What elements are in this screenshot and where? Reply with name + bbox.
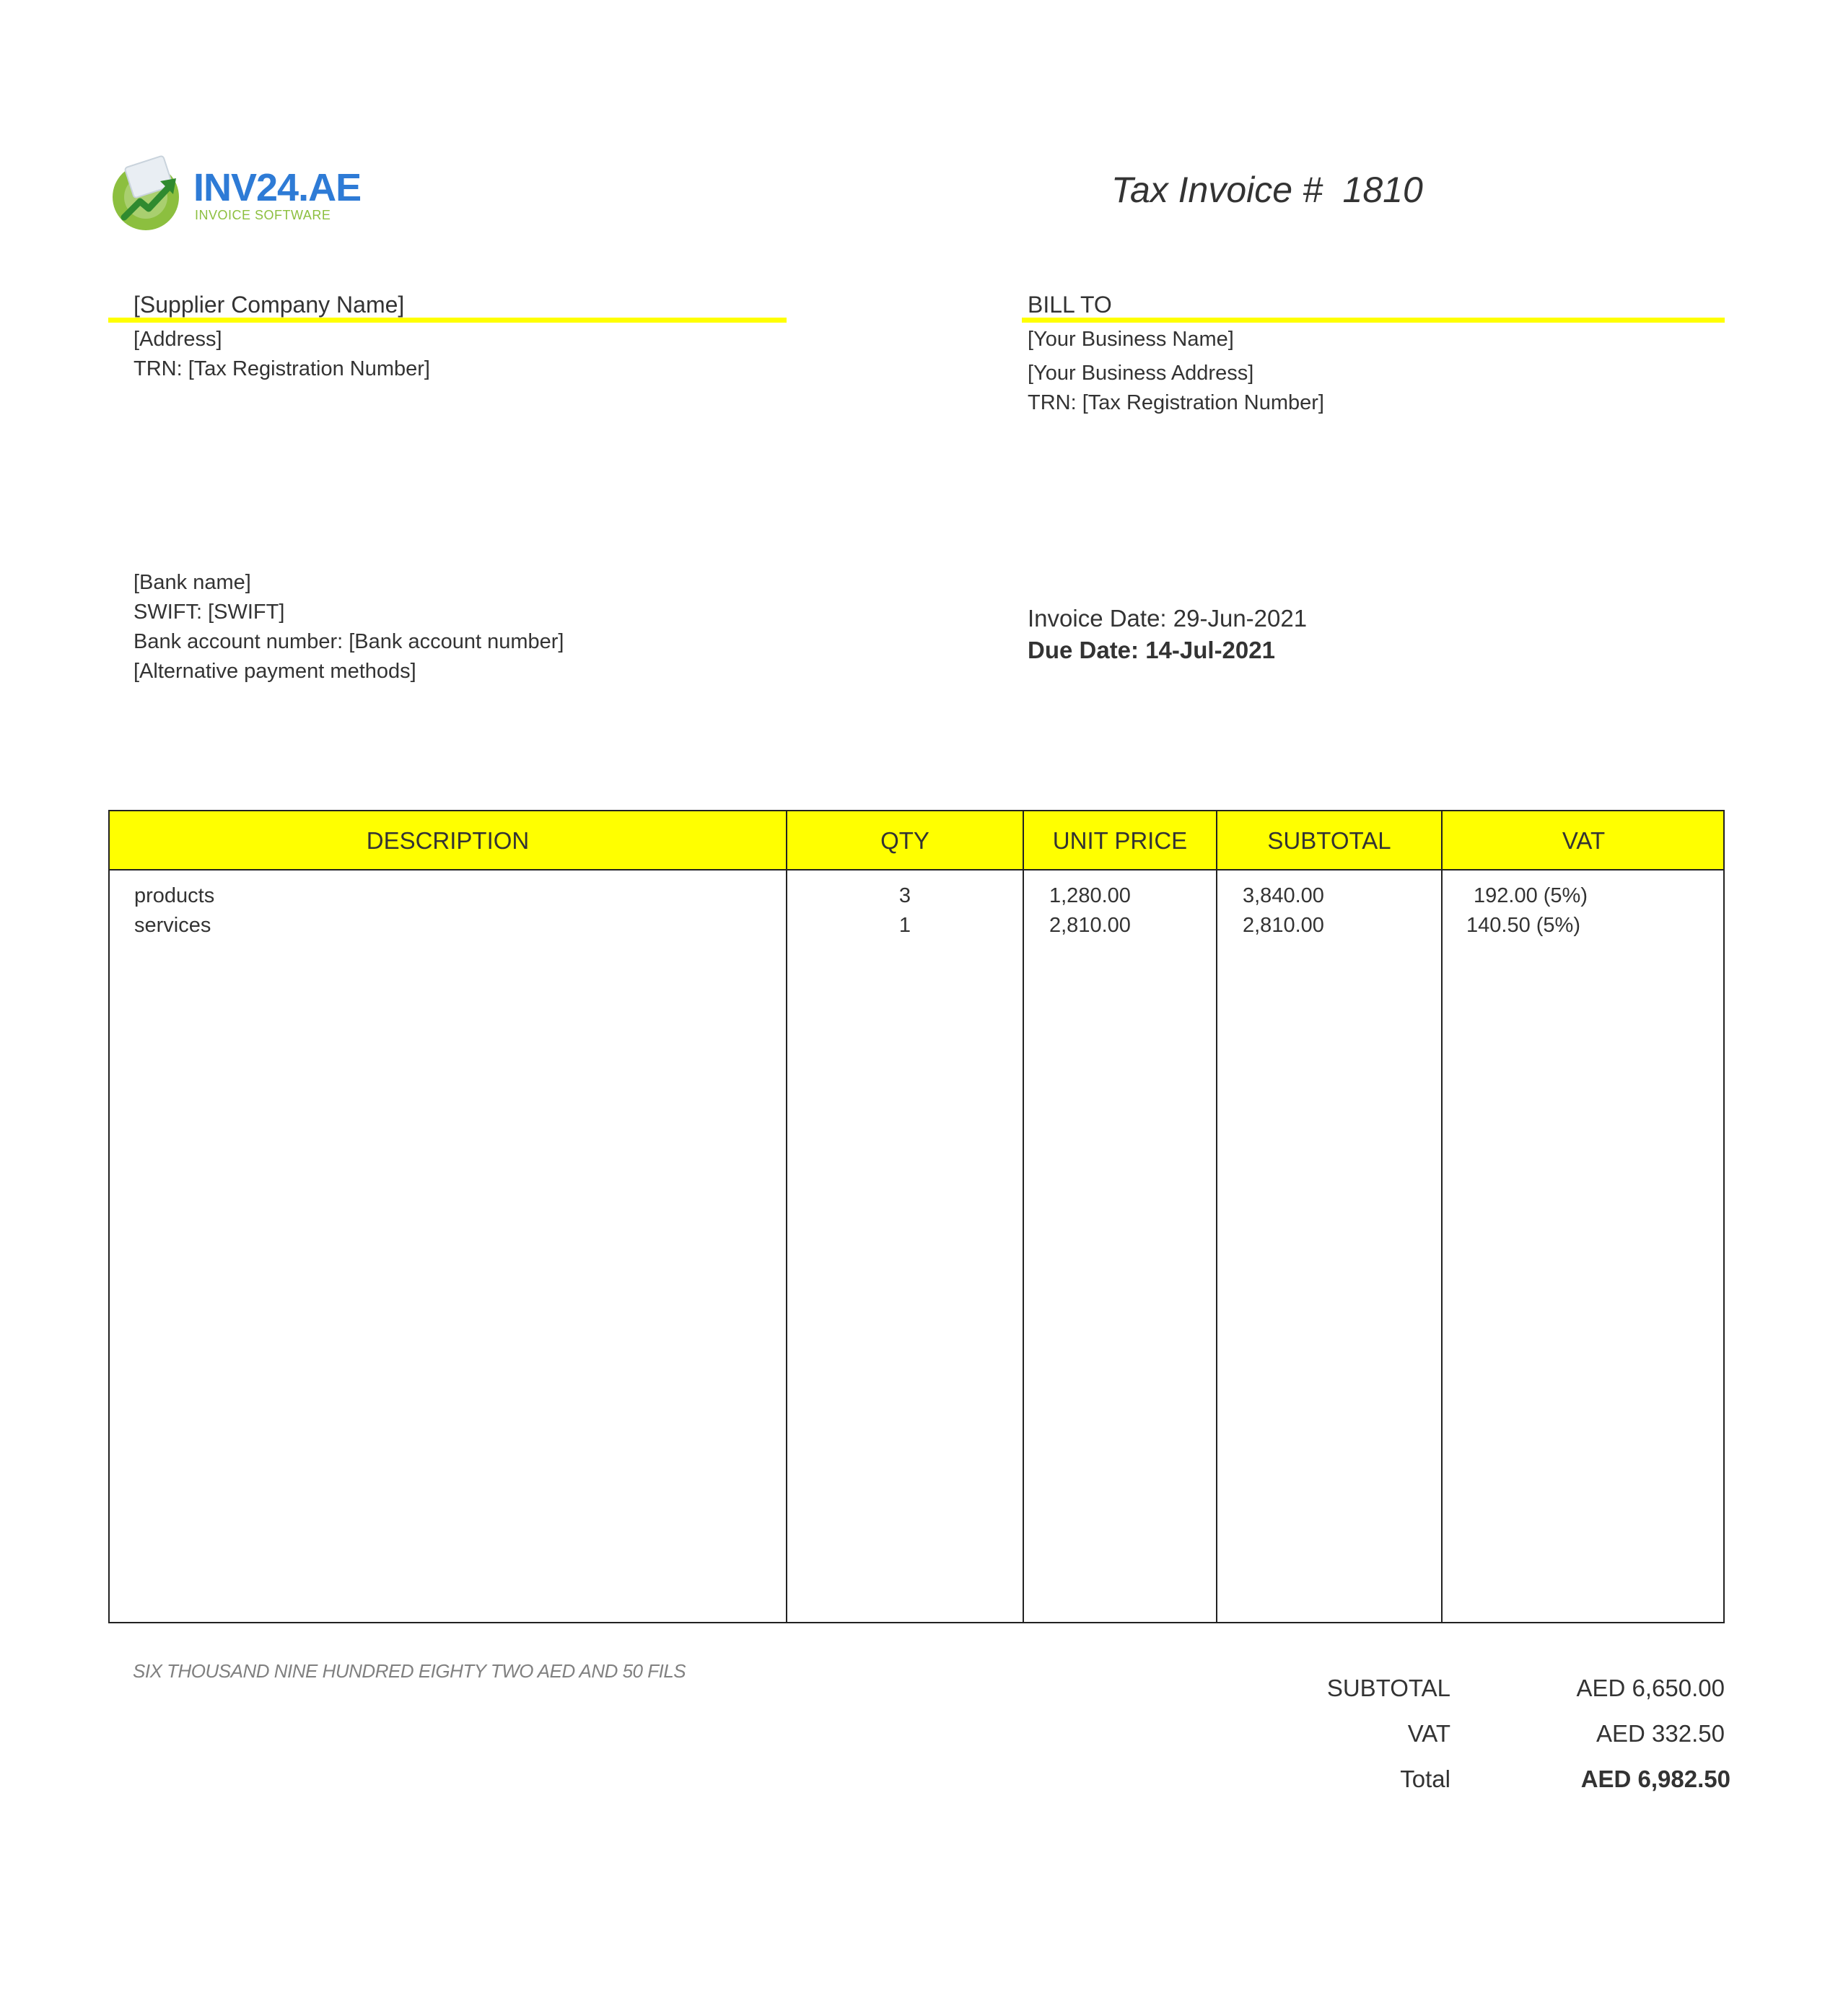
bank-swift: SWIFT: [SWIFT] (134, 601, 285, 624)
bill-to-divider (1022, 318, 1725, 323)
logo-wordmark: INV24.AE (193, 166, 362, 209)
invoice-date: Invoice Date: 29-Jun-2021 (1028, 605, 1308, 632)
invoice-title: Tax Invoice # 1810 (1111, 170, 1423, 210)
bank-account-number: Bank account number: [Bank account number] (134, 630, 564, 653)
row-2-qty: 1 (898, 914, 911, 937)
bill-to-trn: TRN: [Tax Registration Number] (1028, 391, 1324, 414)
header-vat: VAT (1562, 827, 1606, 854)
row-2-description: services (134, 914, 211, 937)
row-2-unit-price: 2,810.00 (1049, 914, 1131, 937)
vat-label: VAT (1407, 1720, 1450, 1747)
bill-to-heading: BILL TO (1028, 292, 1112, 318)
row-1-unit-price: 1,280.00 (1049, 884, 1131, 907)
column-divider (1441, 811, 1443, 1622)
bill-to-business-name: [Your Business Name] (1028, 328, 1234, 351)
header-subtotal: SUBTOTAL (1267, 827, 1391, 854)
row-1-qty: 3 (898, 884, 911, 907)
column-divider (1216, 811, 1217, 1622)
subtotal-label: SUBTOTAL (1326, 1675, 1450, 1701)
row-1-subtotal: 3,840.00 (1243, 884, 1324, 907)
column-divider (1023, 811, 1024, 1622)
row-2-subtotal: 2,810.00 (1243, 914, 1324, 937)
logo-tagline: INVOICE SOFTWARE (195, 208, 331, 222)
row-1-description: products (134, 884, 215, 907)
subtotal-value: AED 6,650.00 (1576, 1675, 1725, 1701)
supplier-address: [Address] (134, 328, 222, 351)
logo-mark-icon (108, 155, 191, 235)
total-value: AED 6,982.50 (1580, 1766, 1730, 1792)
company-logo (108, 155, 362, 235)
header-description: DESCRIPTION (366, 827, 530, 854)
header-unit-price: UNIT PRICE (1052, 827, 1188, 854)
bank-name: [Bank name] (134, 571, 251, 594)
vat-value: AED 332.50 (1596, 1720, 1725, 1747)
bill-to-business-address: [Your Business Address] (1028, 362, 1254, 385)
header-qty: QTY (880, 827, 929, 854)
supplier-trn: TRN: [Tax Registration Number] (134, 357, 430, 380)
row-1-vat: 192.00 (5%) (1474, 884, 1588, 907)
due-date: Due Date: 14-Jul-2021 (1028, 637, 1275, 663)
line-items-table (108, 810, 1725, 1623)
row-2-vat: 140.50 (5%) (1466, 914, 1580, 937)
supplier-divider (108, 318, 787, 323)
alternative-payment-methods: [Alternative payment methods] (134, 660, 416, 683)
amount-in-words: SIX THOUSAND NINE HUNDRED EIGHTY TWO AED AND 50 FILS (133, 1660, 686, 1682)
supplier-name: [Supplier Company Name] (134, 292, 405, 318)
total-label: Total (1400, 1766, 1450, 1792)
